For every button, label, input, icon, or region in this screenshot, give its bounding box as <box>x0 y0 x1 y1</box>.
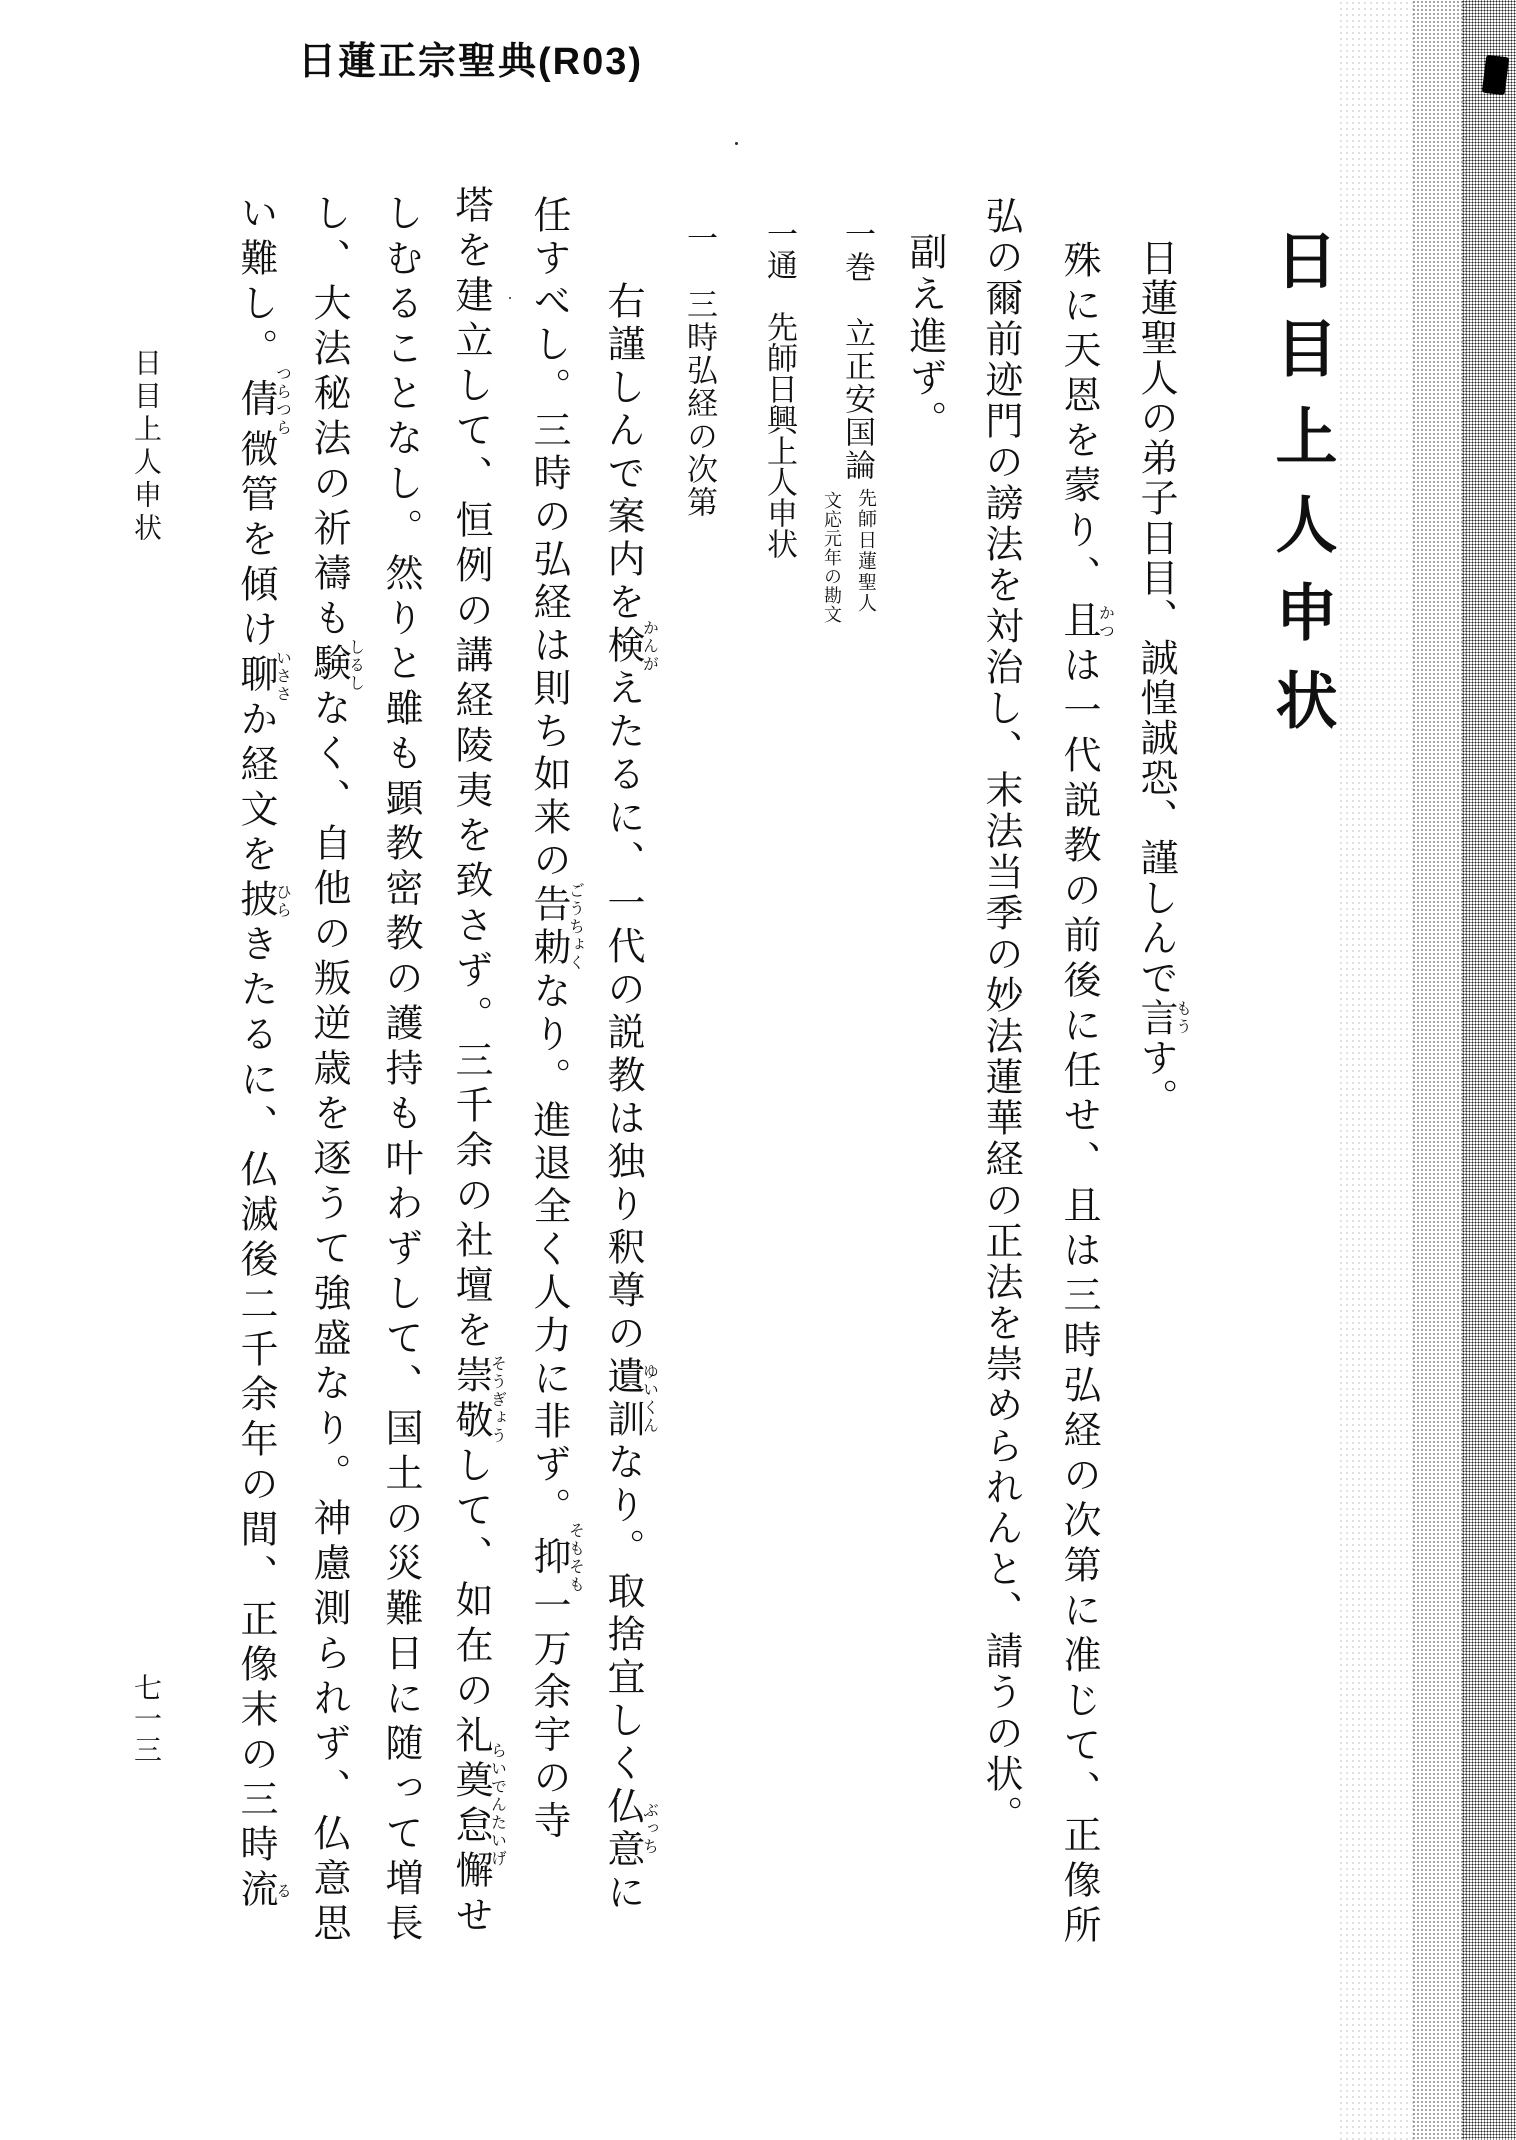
scan-noise-band-medium <box>1412 0 1466 2140</box>
line-10: い難し。倩つらつら微管を傾け聊いささか経文を披ひらきたるに、仏滅後二千余年の間、正像末の三時流る <box>234 193 291 1914</box>
ruby-annotated-text: 抑そもそも <box>527 1521 584 1594</box>
ruby-annotated-text: 倩つらつら <box>234 365 291 437</box>
item-02: 一通 先師日興上人申状 <box>762 218 797 559</box>
scan-noise-band-light <box>1338 0 1416 2140</box>
page-number: 七一三 <box>130 1673 161 1766</box>
line-01: 日蓮聖人の弟子日目、誠惶誠恐、謹しんで言もうす。 <box>1134 238 1191 1118</box>
line-09: し、大法秘法の祈禱も験しるしなく、自他の叛逆歳を逐うて強盛なり。神慮測られず、仏意思 <box>307 193 364 1948</box>
line-05: 右謹しんで案内を検かんがえたるに、一代の説教は独り釈尊の遺訓ゆいくんなり。取捨宜しく仏意ぶっちに <box>601 281 658 1915</box>
ruby-annotated-text: 流る <box>234 1868 291 1914</box>
book-header: 日蓮正宗聖典(R03) <box>298 41 644 83</box>
ruby-annotated-text: 仏意ぶっち <box>601 1786 658 1872</box>
ruby-annotated-text: 且かつ <box>1057 600 1114 645</box>
scan-speck <box>509 297 511 299</box>
ruby-annotated-text: 聊いささ <box>234 649 291 704</box>
ruby-annotated-text: 遺訓ゆいくん <box>601 1356 658 1442</box>
line-02: 殊に天恩を蒙り、且かつは一代説教の前後に任せ、且は三時弘経の次第に准じて、正像所 <box>1057 240 1114 1950</box>
ruby-annotated-text: 礼奠怠懈らいでんたいげ <box>449 1715 506 1895</box>
ruby-annotated-text: 験しるし <box>307 638 364 693</box>
item-01: 一巻 立正安国論 <box>840 218 875 482</box>
main-title: 日目上人申状 <box>1266 228 1334 756</box>
line-06: 任すべし。三時の弘経は則ち如来の告勅ごうちょくなり。進退全く人力に非ず。抑そもそも一万余宇の寺 <box>527 195 584 1844</box>
ruby-annotated-text: 崇敬そうぎょう <box>449 1355 506 1445</box>
item-01-note-right: 先師日蓮聖人 <box>855 488 876 614</box>
scan-noise-band-dark <box>1462 0 1516 2140</box>
ruby-annotated-text: 披ひら <box>234 878 291 924</box>
scan-speck <box>735 142 738 145</box>
line-07: 塔を建立して、恒例の講経陵夷を致さず。三千余の社壇を崇敬そうぎょうして、如在の礼奠怠懈らいでんたいげせ <box>449 185 506 1940</box>
ink-blob-artifact <box>1482 55 1509 96</box>
ruby-annotated-text: 告勅ごうちょく <box>527 882 584 972</box>
item-03: 一 三時弘経の次第 <box>682 222 717 519</box>
line-04: 副え進ず。 <box>903 232 945 442</box>
ruby-annotated-text: 検かんが <box>601 619 658 674</box>
running-title: 日目上人申状 <box>130 348 161 546</box>
item-01-note-left: 文応元年の勘文 <box>822 491 842 624</box>
line-03: 弘の爾前迹門の謗法を対治し、末法当季の妙法蓮華経の正法を崇められんと、請うの状。 <box>979 196 1021 1836</box>
ruby-annotated-text: 言もう <box>1134 998 1191 1038</box>
line-08: しむることなし。然りと雖も顕教密教の護持も叶わずして、国土の災難日に随って増長 <box>379 193 421 1948</box>
